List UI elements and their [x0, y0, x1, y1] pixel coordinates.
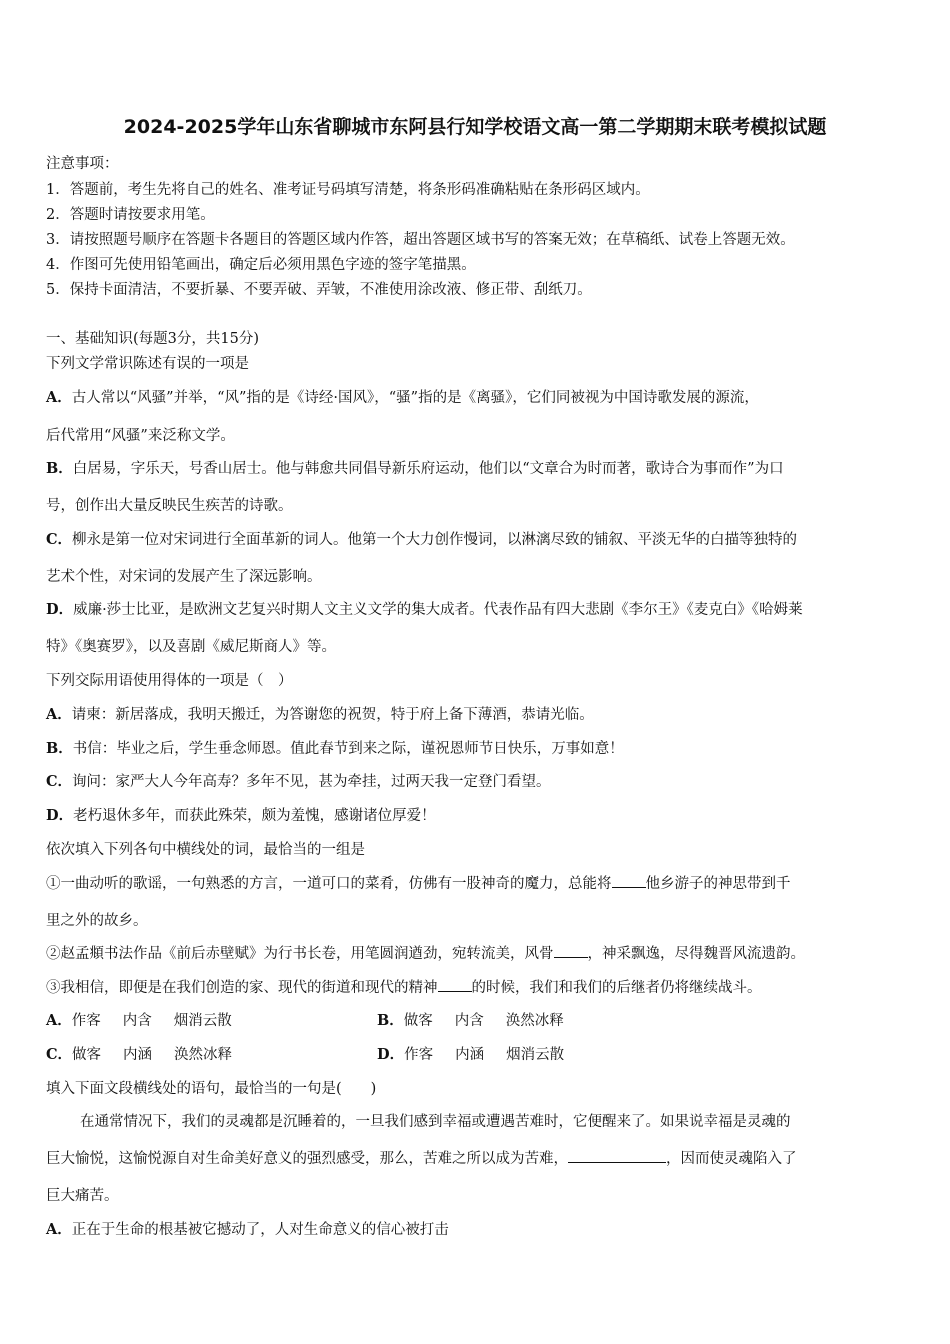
q3-option-d-w3: 烟消云散: [506, 1047, 565, 1063]
notice-item-5: 5．保持卡面清洁，不要折暴、不要弄破、弄皱，不准使用涂改液、修正带、刮纸刀。: [46, 282, 592, 298]
q1-option-a-line2: 后代常用“风骚”来泛称文学。: [46, 428, 235, 444]
q4-blank: [568, 1148, 666, 1163]
q4-passage-line3: 巨大痛苦。: [46, 1188, 119, 1204]
q2-option-d: D．老朽退休多年，而获此殊荣，颇为羞愧，感谢诸位厚爱！: [46, 807, 436, 824]
q3-s2-text-b: ，神采飘逸，尽得魏晋风流遗韵。: [587, 946, 805, 962]
q2-option-a: A．请柬：新居落成，我明天搬迁，为答谢您的祝贺，特于府上备下薄酒，恭请光临。: [46, 706, 594, 723]
q3-option-c-w3: 涣然冰释: [174, 1047, 233, 1063]
q3-sentence-2: [46, 942, 805, 963]
option-letter: C．: [46, 531, 73, 548]
q4-passage-line2: [46, 1147, 797, 1168]
q3-options-row-2: [46, 1043, 906, 1064]
option-letter: C．: [46, 773, 73, 790]
q2-option-b: B．书信：毕业之后，学生垂念师恩。值此春节到来之际，谨祝恩师节日快乐，万事如意！: [46, 740, 624, 757]
page-title: 2024-2025学年山东省聊城市东阿县行知学校语文高一第二学期期末联考模拟试题: [123, 116, 827, 138]
notice-item-2: 2．答题时请按要求用笔。: [46, 207, 215, 223]
notice-item-4: 4．作图可先使用铅笔画出，确定后必须用黑色字迹的签字笔描黑。: [46, 257, 476, 273]
q3-option-d: [377, 1043, 564, 1064]
q3-s1-text-b: 他乡游子的神思带到千: [645, 876, 791, 892]
q3-s3-text-a: ③我相信，即便是在我们创造的家、现代的街道和现代的精神: [46, 980, 438, 996]
q3-option-c-w1: 做客: [72, 1047, 102, 1063]
q1-stem: 下列文学常识陈述有误的一项是: [46, 356, 249, 372]
option-letter: D．: [46, 601, 74, 618]
q3-blank-1: [612, 873, 646, 888]
q3-option-a-w2: 内含: [122, 1013, 152, 1029]
q1-option-b-line2: 号，创作出大量反映民生疾苦的诗歌。: [46, 498, 293, 514]
option-letter: A．: [46, 1221, 72, 1238]
q3-blank-3: [438, 977, 472, 992]
q2-stem: 下列交际用语使用得体的一项是（ ）: [46, 673, 293, 689]
option-letter: B．: [46, 460, 73, 477]
q4-p2-text-a: 巨大愉悦，这愉悦源自对生命美好意义的强烈感受，那么，苦难之所以成为苦难，: [46, 1151, 568, 1167]
q4-stem: 填入下面文段横线处的语句，最恰当的一句是( ): [46, 1081, 377, 1097]
q3-option-d-w2: 内涵: [455, 1047, 485, 1063]
q3-option-c-w2: 内涵: [123, 1047, 153, 1063]
q1-option-a-line1: A．古人常以“风骚”并举，“风”指的是《诗经·国风》，“骚”指的是《离骚》，它们同被视为中国诗歌发展的源流，: [46, 389, 759, 406]
q3-option-b-w1: 做客: [403, 1013, 433, 1029]
notice-heading: 注意事项：: [46, 156, 119, 172]
option-letter: B．: [46, 740, 73, 757]
q3-option-b-w3: 涣然冰释: [505, 1013, 564, 1029]
q4-passage-line1: 在通常情况下，我们的灵魂都是沉睡着的，一旦我们感到幸福或遭遇苦难时，它便醒来了。如果说幸福是灵魂的: [80, 1114, 791, 1130]
q3-options-row-1: [46, 1009, 906, 1030]
q3-s2-text-a: ②赵孟頫书法作品《前后赤壁赋》为行书长卷，用笔圆润遒劲，宛转流美，风骨: [46, 946, 554, 962]
q3-option-d-label: D．: [377, 1046, 405, 1063]
q3-blank-2: [554, 943, 588, 958]
q3-option-a-w3: 烟消云散: [173, 1013, 232, 1029]
q3-stem: 依次填入下列各句中横线处的词，最恰当的一组是: [46, 842, 365, 858]
q4-p2-text-b: ，因而使灵魂陷入了: [666, 1151, 797, 1167]
q2-option-c: C．询问：家严大人今年高寿？多年不见，甚为牵挂，过两天我一定登门看望。: [46, 773, 551, 790]
q3-s3-text-b: 的时候，我们和我们的后继者仍将继续战斗。: [471, 980, 762, 996]
notice-item-1: 1．答题前，考生先将自己的姓名、准考证号码填写清楚，将条形码准确粘贴在条形码区域内。: [46, 182, 650, 198]
q3-sentence-1: [46, 872, 791, 893]
q1-option-c-line2: 艺术个性，对宋词的发展产生了深远影响。: [46, 569, 322, 585]
q1-option-c-line1: C．柳永是第一位对宋词进行全面革新的词人。他第一个大力创作慢词，以淋漓尽致的铺叙、平淡无华的白描等独特的: [46, 531, 798, 548]
q1-option-b-line1: B．白居易，字乐天，号香山居士。他与韩愈共同倡导新乐府运动，他们以“文章合为时而著，歌诗合为事而作”为口: [46, 460, 784, 477]
section-heading: 一、基础知识(每题3分，共15分): [46, 331, 259, 347]
q1-option-d-line1: D．威廉·莎士比亚，是欧洲文艺复兴时期人文主义文学的集大成者。代表作品有四大悲剧《李尔王》《麦克白》《哈姆莱: [46, 601, 803, 618]
q4-option-a: A．正在于生命的根基被它撼动了，人对生命意义的信心被打击: [46, 1221, 449, 1238]
q3-option-b-label: B．: [377, 1012, 404, 1029]
q3-option-c-label: C．: [46, 1046, 73, 1063]
q3-option-b: [377, 1009, 564, 1030]
q3-option-a-w1: 作客: [71, 1013, 101, 1029]
q3-sentence-1-cont: 里之外的故乡。: [46, 913, 148, 929]
q3-option-d-w1: 作客: [404, 1047, 434, 1063]
notice-item-3: 3．请按照题号顺序在答题卡各题目的答题区域内作答，超出答题区域书写的答案无效；在草稿纸、试卷上答题无效。: [46, 232, 795, 248]
q3-s1-text-a: ①一曲动听的歌谣，一句熟悉的方言，一道可口的菜肴，仿佛有一股神奇的魔力，总能将: [46, 876, 612, 892]
q1-option-d-line2: 特》《奥赛罗》，以及喜剧《威尼斯商人》等。: [46, 639, 336, 655]
q3-sentence-3: [46, 976, 762, 997]
q3-option-b-w2: 内含: [454, 1013, 484, 1029]
option-letter: D．: [46, 807, 74, 824]
option-letter: A．: [46, 706, 72, 723]
option-letter: A．: [46, 389, 72, 406]
q3-option-a-label: A．: [46, 1012, 72, 1029]
